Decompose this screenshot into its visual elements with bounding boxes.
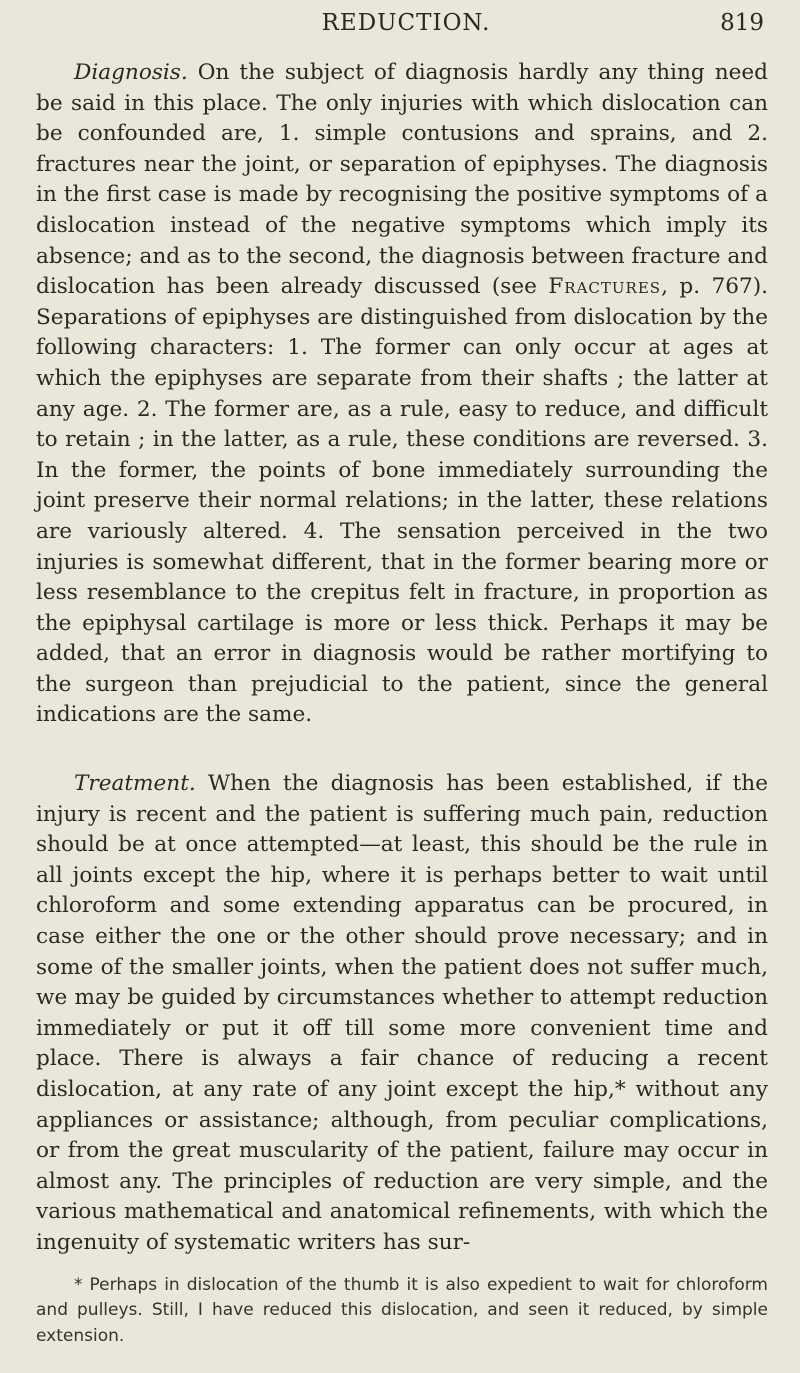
paragraph-text: , p. 767). Separations of epiphyses are distinguished from dislocation by the following characters: 1. The former can only occur at ages at which the epiphyses are separate from their shafts ; the latter at any age. 2. The former are, as a rule, easy to reduce, and difficult to retain ; in the latter, as a rule, these conditions are reversed. 3. In the former, the points of bone immediately surrounding the joint preserve their normal relations; in the latter, these relations are variously altered. 4. The sensation perceived in the two injuries is somewhat different, that in the former bearing more or less resemblance to the crepitus felt in fracture, in proportion as the epiphysal cartilage is more or less thick. Perhaps it may be added, that an error in diagnosis would be rather mortifying to the surgeon than prejudicial to the patient, since the general indications are the same.: [36, 274, 768, 728]
paragraph-lead-diagnosis: Diagnosis.: [74, 60, 188, 85]
running-title: REDUCTION.: [321, 10, 491, 36]
paragraph-text: On the subject of diagnosis hardly any thing need be said in this place. The only injuries with which dislocation can be confounded are, 1. simple contusions and sprains, and 2. fractures near the joint, or separation of epiphyses. The diagnosis in the first case is made by recognising the positive symptoms of a dislocation instead of the negative symptoms which imply its absence; and as to the second, the diagnosis between fracture and dislocation has been already discussed (see: [36, 60, 768, 300]
page-number: 819: [720, 10, 764, 36]
body-text: [36, 58, 768, 1259]
paragraph-diagnosis: [36, 58, 768, 731]
paragraph-lead-treatment: Treatment.: [74, 771, 196, 797]
paragraph-treatment: [36, 769, 768, 1259]
running-head: [36, 6, 776, 46]
footnote: * Perhaps in dislocation of the thumb it is also expedient to wait for chloroform and pulleys. Still, I have reduced this dislocation, and seen it reduced, by simple extension.: [36, 1275, 768, 1346]
paragraph-text: When the diagnosis has been established, if the injury is recent and the patient is suffering much pain, reduction should be at once attempted—at least, this should be the rule in all joints except the hip, where it is perhaps better to wait until chloroform and some extending apparatus can be procured, in case either the one or the other should prove necessary; and in some of the smaller joints, when the patient does not suffer much, we may be guided by circumstances whether to attempt reduction immediately or put it off till some more convenient time and place. There is always a fair chance of reducing a recent dislocation, at any rate of any joint except the hip,* without any appliances or assistance; although, from peculiar complications, or from the great muscularity of the patient, failure may occur in almost any. The principles of reduction are very simple, and the various mathematical and anatomical refinements, with which the ingenuity of systematic writers has sur-: [36, 771, 768, 1255]
cross-reference: Fractures: [548, 274, 662, 300]
